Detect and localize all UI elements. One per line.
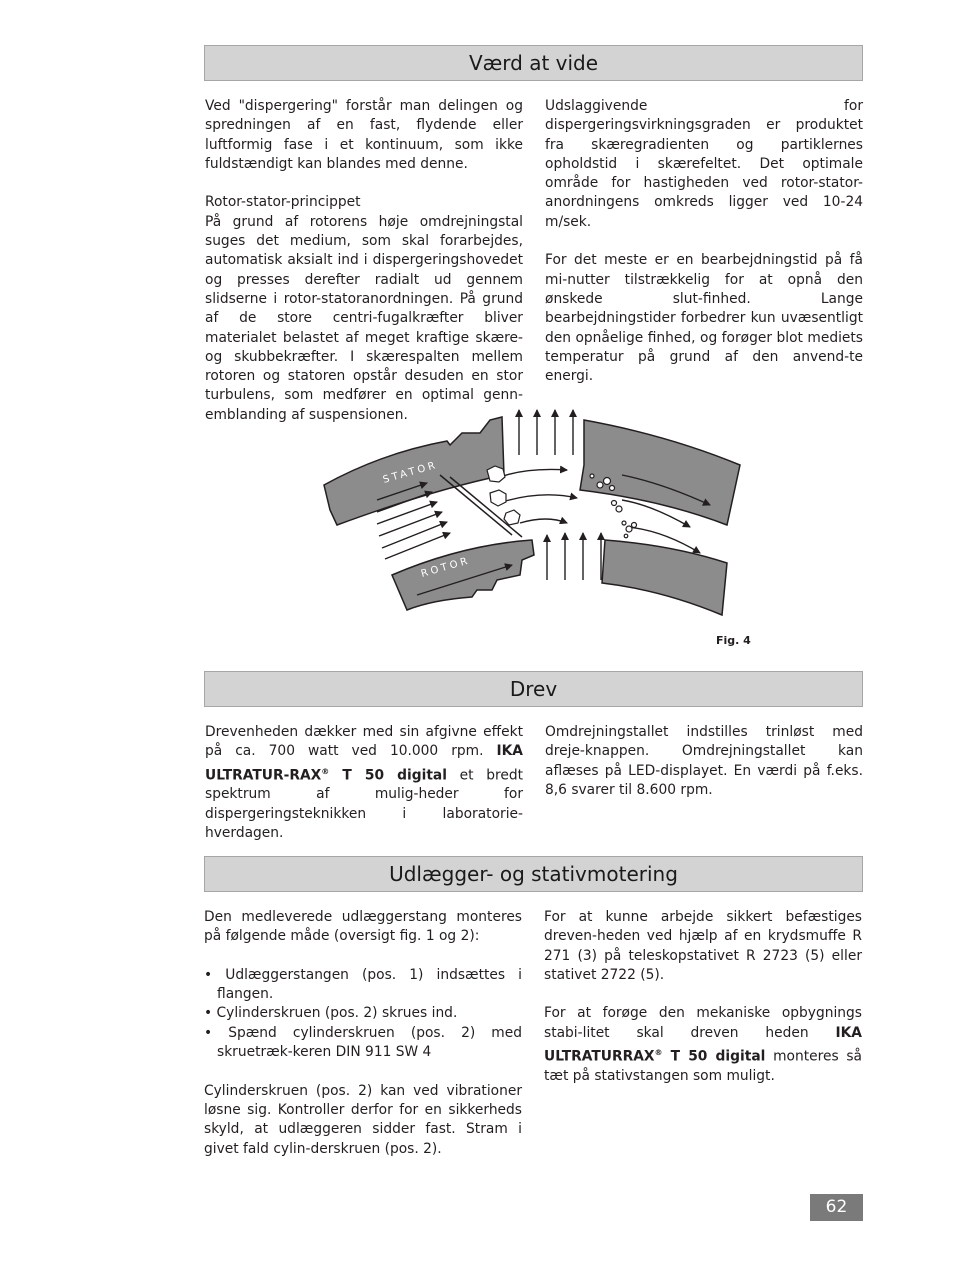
rotor-left-block xyxy=(392,540,534,610)
section-header-vaerd-at-vide xyxy=(204,45,863,81)
paragraph xyxy=(544,1004,862,1086)
paragraph: Udslaggivende for dispergeringsvirkningsgraden er produktet fra skæregradienten og partiklernes opholdstid i skærefeltet. Det optimale område for hastigheden ved rotor-stator-anordningens omkreds ligger ved 10-24 m/sek. xyxy=(545,98,863,230)
page-number: 62 xyxy=(810,1194,863,1221)
gap-wall xyxy=(450,477,522,537)
product-name: T 50 digital xyxy=(329,767,447,784)
paragraph: Omdrejningstallet indstilles trinløst med dreje-knappen. Omdrejningstallet kan aflæses på LED-displayet. En værdi på f.eks. 8,6 svarer til 8.600 rpm. xyxy=(545,724,863,798)
rotor-label: ROTOR xyxy=(419,555,472,580)
section3-left-column xyxy=(204,908,522,1159)
section3-right-column xyxy=(544,908,862,1086)
rotor-right-block xyxy=(602,540,727,615)
section1-right-column xyxy=(545,97,863,386)
paragraph: På grund af rotorens høje omdrejningstal suges det medium, som skal forarbejdes, automatisk aksialt ind i dispergeringshovedet og presses derefter radialt ud gennem slidserne i rotor-statoranordningen. På grund af de store centri-fugalkræfter bliver materialet belastet af meget kraftige skære- og skubbekræfter. I skærespalten mellem rotoren og statoren opstår desuden en stor turbulens, som medfører en optimal genn-emblanding af suspensionen. xyxy=(205,213,523,423)
section-header-udlaegger xyxy=(204,856,863,892)
section-header-drev xyxy=(204,671,863,707)
paragraph: For at kunne arbejde sikkert befæstiges dreven-heden ved hjælp af en krydsmuffe R 271 (3) på teleskopstativet R 2723 (5) eller stativet 2722 (5). xyxy=(544,909,862,983)
text: monteres så tæt på stativstangen som muligt. xyxy=(544,1048,863,1084)
paragraph: For det meste er en bearbejdningstid på få mi-nutter tilstrækkelig for at opnå den ønskede slut-finhed. Lange bearbejdningstider forbedrer kun uvæsentligt den opnåelige finhed, og forøger blot mediets temperatur på grund af den anvend-te energi. xyxy=(545,252,863,385)
list-item: • Cylinderskruen (pos. 2) skrues ind. xyxy=(204,1005,458,1022)
paragraph: Den medleverede udlæggerstang monteres på følgende måde (oversigt fig. 1 og 2): xyxy=(204,909,522,945)
section2-right-column xyxy=(545,723,863,800)
paragraph: Ved "dispergering" forstår man delingen og spredningen af en fast, flydende eller luftformig fase i et kontinuum, som ikke fuldstændigt kan blandes med denne. xyxy=(205,98,523,172)
figure-caption: Fig. 4 xyxy=(716,634,751,647)
registered-mark: ® xyxy=(654,1048,663,1058)
list-item: • Spænd cylinderskruen (pos. 2) med skruetræk-keren DIN 911 SW 4 xyxy=(204,1024,522,1061)
paragraph: Cylinderskruen (pos. 2) kan ved vibrationer løsne sig. Kontroller derfor for en sikkerheds skyld, at udlæggeren sidder fast. Stram i givet fald cylin-derskruen (pos. 2). xyxy=(204,1082,522,1157)
text: et bredt spektrum af mulig-heder for dispergeringsteknikken i laboratorie-hverdagen. xyxy=(205,767,523,842)
section-title: Drev xyxy=(509,677,558,701)
section2-left-column xyxy=(205,723,523,843)
registered-mark: ® xyxy=(321,766,330,776)
paragraph xyxy=(205,723,523,843)
list-item: • Udlæggerstangen (pos. 1) indsættes i flangen. xyxy=(204,966,522,1003)
subheading-rotor-stator: Rotor-stator-princippet xyxy=(205,194,361,211)
text: Drevenheden dækker med sin afgivne effekt på ca. 700 watt ved 10.000 rpm. xyxy=(205,724,523,760)
product-name: IKA ULTRATURRAX xyxy=(544,1024,862,1065)
section1-left-column xyxy=(205,97,523,425)
instruction-list xyxy=(204,966,522,1062)
rotor-stator-diagram xyxy=(322,405,762,625)
product-name: IKA ULTRATUR-RAX xyxy=(205,743,523,784)
section-title: Udlægger- og stativmotering xyxy=(389,862,678,886)
section-title: Værd at vide xyxy=(468,51,599,75)
product-name: T 50 digital xyxy=(662,1048,766,1065)
text: For at forøge den mekaniske opbygnings stabi-litet skal dreven heden xyxy=(544,1005,862,1041)
stator-right-block xyxy=(580,420,740,525)
stator-label: STATOR xyxy=(381,459,440,486)
